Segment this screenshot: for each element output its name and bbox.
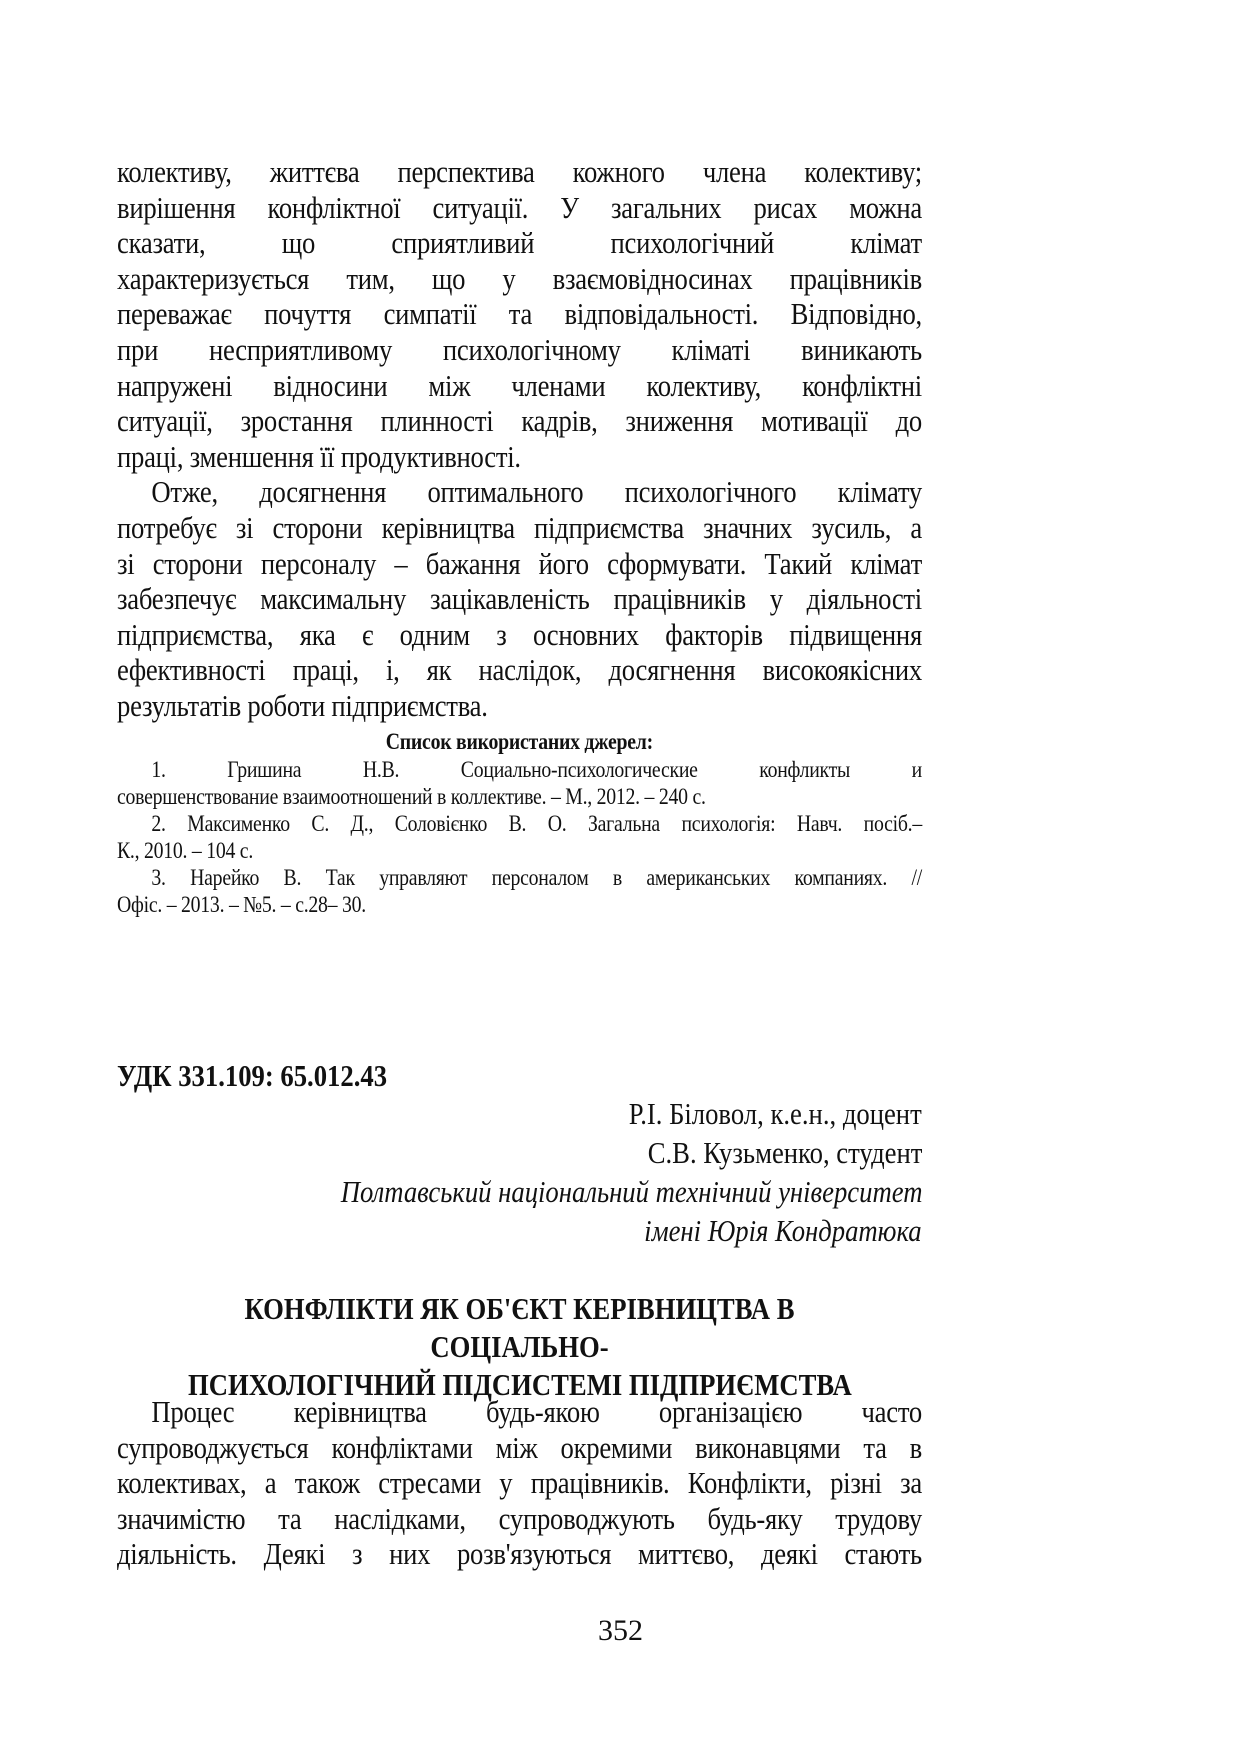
author-2: С.В. Кузьменко, студент — [647, 1135, 922, 1170]
text-line: переважає почуття симпатії та відповідальності. Відповідно, — [117, 296, 922, 332]
text-line: праці, зменшення її продуктивності. — [117, 438, 521, 474]
text-line: Процес керівництва будь-якою організацією часто — [151, 1394, 922, 1429]
page-number: 352 — [598, 1614, 643, 1647]
paragraph-3 — [117, 1394, 922, 1572]
references-heading: Список використаних джерел: — [385, 728, 654, 754]
title-line: ПСИХОЛОГІЧНИЙ ПІДСИСТЕМІ ПІДПРИЄМСТВА — [187, 1367, 852, 1402]
text-line: забезпечує максимальну зацікавленість працівників у діяльності — [117, 581, 922, 617]
reference-item — [117, 810, 922, 864]
reference-line: 1. Гришина Н.В. Социально-психологические конфликты и — [151, 756, 922, 782]
text-line: вирішення конфліктної ситуації. У загальних рисах можна — [117, 189, 922, 225]
reference-line: 3. Нарейко В. Так управляют персоналом в американських компаниях. // — [151, 864, 922, 890]
text-line: значимістю та наслідками, супроводжують будь-яку трудову — [117, 1500, 922, 1536]
reference-line: совершенствование взаимоотношений в коллективе. – М., 2012. – 240 с. — [117, 783, 706, 809]
reference-line: Офіс. – 2013. – №5. – с.28– 30. — [117, 891, 366, 917]
paragraph-1 — [117, 154, 922, 474]
body-text-top — [117, 154, 922, 918]
text-line: потребує зі сторони керівництва підприємства значних зусиль, а — [117, 509, 922, 545]
reference-item — [117, 756, 922, 810]
paragraph-2 — [117, 474, 922, 723]
article-title — [117, 1290, 922, 1404]
text-line: характеризується тим, що у взаємовідносинах працівників — [117, 260, 922, 296]
affiliation-line: імені Юрія Кондратюка — [644, 1213, 922, 1248]
reference-item — [117, 864, 922, 918]
author-1: Р.І. Біловол, к.е.н., доцент — [628, 1096, 922, 1131]
text-line: зі сторони персоналу – бажання його сформувати. Такий клімат — [117, 545, 922, 581]
udk-code: УДК 331.109: 65.012.43 — [117, 1058, 388, 1093]
text-line: ефективності праці, і, як наслідок, досягнення високоякісних — [117, 652, 922, 688]
text-line: результатів роботи підприємства. — [117, 687, 488, 723]
text-line: ситуації, зростання плинності кадрів, зниження мотивації до — [117, 403, 922, 439]
title-line: КОНФЛІКТИ ЯК ОБ'ЄКТ КЕРІВНИЦТВА В СОЦІАЛЬНО- — [244, 1291, 795, 1364]
text-line: підприємства, яка є одним з основних факторів підвищення — [117, 616, 922, 652]
reference-line: 2. Максименко С. Д., Соловієнко В. О. Загальна психологія: Навч. посіб.– — [151, 810, 922, 836]
text-line: колективах, а також стресами у працівників. Конфлікти, різні за — [117, 1465, 922, 1501]
text-line: діяльність. Деякі з них розв'язуються миттєво, деякі стають — [117, 1536, 922, 1572]
reference-line: К., 2010. – 104 с. — [117, 837, 254, 863]
text-line: сказати, що сприятливий психологічний клімат — [117, 225, 922, 261]
text-line: напружені відносини між членами колективу, конфліктні — [117, 367, 922, 403]
references-list — [117, 756, 922, 918]
affiliation-line: Полтавський національний технічний університет — [340, 1174, 922, 1209]
text-line: при несприятливому психологічному кліматі виникають — [117, 331, 922, 367]
text-line: Отже, досягнення оптимального психологічного клімату — [151, 474, 922, 510]
text-line: колективу, життєва перспектива кожного члена колективу; — [117, 154, 922, 189]
text-line: супроводжується конфліктами між окремими виконавцями та в — [117, 1429, 922, 1465]
